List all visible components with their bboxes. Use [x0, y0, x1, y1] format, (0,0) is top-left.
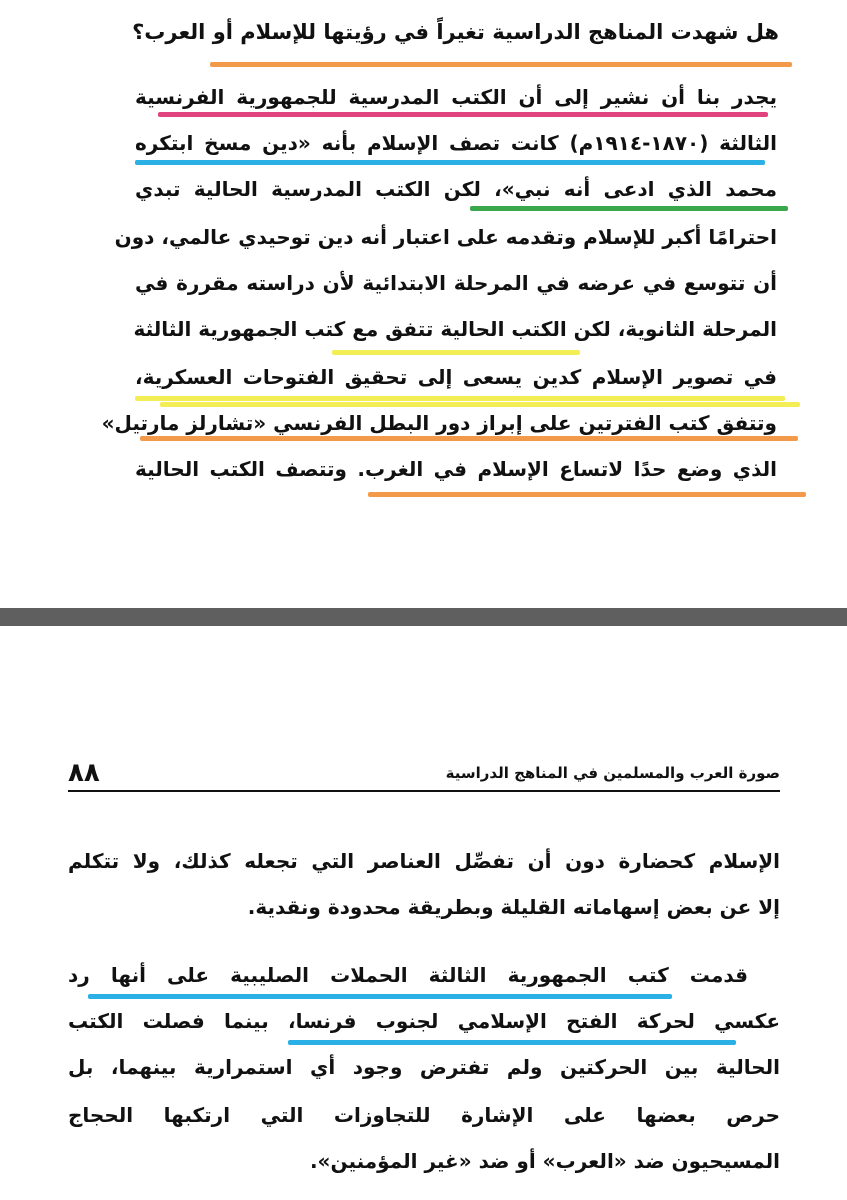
running-title: صورة العرب والمسلمين في المناهج الدراسية	[445, 764, 780, 782]
yellow-underline	[332, 350, 580, 355]
paragraph-line: في تصوير الإسلام كدين يسعى إلى تحقيق الفتوحات العسكرية،	[135, 365, 777, 389]
blue-underline	[88, 994, 672, 999]
paragraph-line: المسيحيون ضد «العرب» أو ضد «غير المؤمنين».	[309, 1149, 780, 1173]
orange-underline	[368, 492, 806, 497]
paragraph-line: حرص بعضها على الإشارة للتجاوزات التي ارتكبها الحجاج	[68, 1103, 780, 1127]
blue-underline	[135, 160, 765, 165]
paragraph-line: إلا عن بعض إسهاماته القليلة وبطريقة محدودة ونقدية.	[247, 895, 780, 919]
page-divider	[0, 608, 847, 626]
paragraph-line: وتتفق كتب الفترتين على إبراز دور البطل الفرنسي «تشارلز مارتيل»	[101, 411, 777, 435]
running-header	[68, 758, 780, 792]
paragraph-line: الثالثة (١٨٧٠-١٩١٤م) كانت تصف الإسلام بأنه «دين مسخ ابتكره	[135, 131, 777, 155]
orange-underline	[210, 62, 792, 67]
yellow-underline	[160, 402, 800, 407]
paragraph-line: الذي وضع حدًا لاتساع الإسلام في الغرب. وتتصف الكتب الحالية	[135, 457, 777, 481]
pink-underline	[158, 112, 768, 117]
orange-underline	[140, 436, 798, 441]
paragraph-line: الحالية بين الحركتين ولم تفترض وجود أي استمرارية بينهما، بل	[68, 1055, 780, 1079]
paragraph-line: احترامًا أكبر للإسلام وتقدمه على اعتبار أنه دين توحيدي عالمي، دون	[114, 225, 777, 249]
green-underline	[470, 206, 788, 211]
paragraph-line: يجدر بنا أن نشير إلى أن الكتب المدرسية للجمهورية الفرنسية	[135, 85, 777, 109]
section-heading: هل شهدت المناهج الدراسية تغيراً في رؤيتها للإسلام أو العرب؟	[132, 20, 779, 44]
paragraph-line: عكسي لحركة الفتح الإسلامي لجنوب فرنسا، بينما فصلت الكتب	[68, 1009, 780, 1033]
page-number: ٨٨	[68, 758, 100, 788]
yellow-underline	[135, 396, 785, 401]
paragraph-line: المرحلة الثانوية، لكن الكتب الحالية تتفق مع كتب الجمهورية الثالثة	[133, 317, 777, 341]
paragraph-line: محمد الذي ادعى أنه نبي»، لكن الكتب المدرسية الحالية تبدي	[135, 177, 777, 201]
paragraph-line: أن تتوسع في عرضه في المرحلة الابتدائية لأن دراسته مقررة في	[135, 271, 777, 295]
blue-underline	[288, 1040, 736, 1045]
paragraph-line: الإسلام كحضارة دون أن تفصِّل العناصر التي تجعله كذلك، ولا تتكلم	[68, 849, 780, 873]
paragraph-line: قدمت كتب الجمهورية الثالثة الحملات الصليبية على أنها رد	[68, 963, 748, 987]
